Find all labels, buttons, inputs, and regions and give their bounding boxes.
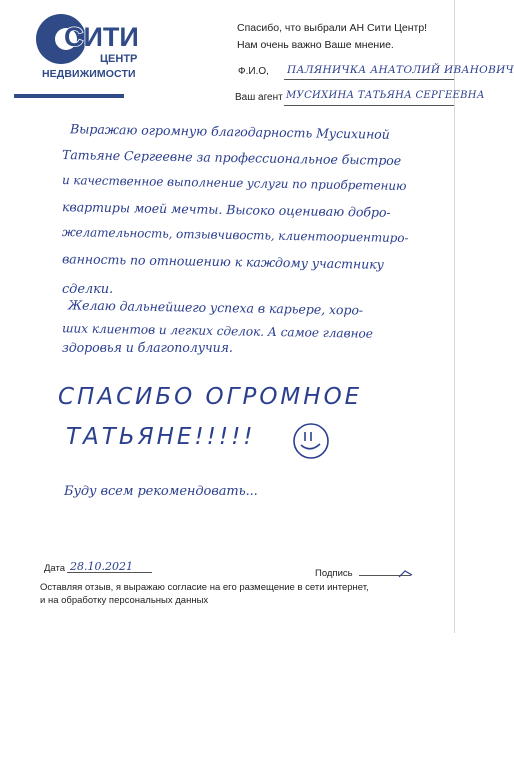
review-line: Выражаю огромную благодарность Мусихиной <box>69 121 390 142</box>
smiley-face-icon <box>290 420 332 462</box>
agent-label: Ваш агент <box>235 92 283 103</box>
review-line: Татьяне Сергеевне за профессиональное быстрое <box>61 147 402 168</box>
review-line: Желаю дальнейшего успеха в карьере, хоро- <box>67 297 364 318</box>
logo-underline <box>14 94 124 98</box>
review-line: ванность по отношению к каждому участнику <box>61 251 384 272</box>
company-logo <box>36 14 139 84</box>
closing-line: Буду всем рекомендовать... <box>64 484 258 499</box>
logo-subtitle-center: ЦЕНТР <box>100 53 138 65</box>
header-thanks <box>237 20 427 54</box>
agent-line <box>284 105 454 106</box>
agent-value: МУСИХИНА ТАТЬЯНА СЕРГЕЕВНА <box>286 90 485 101</box>
review-line: и качественное выполнение услуги по приобретению <box>61 172 407 194</box>
fio-value: ПАЛЯНИЧКА АНАТОЛИЙ ИВАНОВИЧ <box>287 64 514 76</box>
fio-label: Ф.И.О, <box>238 66 269 77</box>
review-line: здоровья и благополучия. <box>62 340 233 355</box>
big-thanks-line: СПАСИБО ОГРОМНОЕ <box>58 384 363 410</box>
consent-line-1: Оставляя отзыв, я выражаю согласие на его размещение в сети интернет, <box>40 582 369 593</box>
thanks-line-2: Нам очень важно Ваше мнение. <box>237 39 394 51</box>
signature-label: Подпись <box>315 568 353 579</box>
fio-line <box>284 79 454 80</box>
consent-text <box>40 581 369 607</box>
review-line: сделки. <box>62 282 114 297</box>
review-line: квартиры моей мечты. Высоко оцениваю добро- <box>61 199 391 220</box>
review-line: желательность, отзывчивость, клиентоориентиро- <box>61 224 409 246</box>
date-value: 28.10.2021 <box>70 560 133 573</box>
logo-subtitle-realty: НЕДВИЖИМОСТИ <box>42 68 136 80</box>
date-label: Дата <box>44 563 66 574</box>
review-line: ших клиентов и легких сделок. А самое главное <box>61 321 373 341</box>
blank-margin <box>0 633 466 768</box>
consent-line-2: и на обработку персональных данных <box>40 595 209 606</box>
signature-mark-icon <box>398 569 414 579</box>
logo-name: СИТИ <box>64 22 139 52</box>
thanks-line-1: Спасибо, что выбрали АН Сити Центр! <box>237 22 428 34</box>
big-name-line: ТАТЬЯНЕ!!!!! <box>66 424 256 450</box>
